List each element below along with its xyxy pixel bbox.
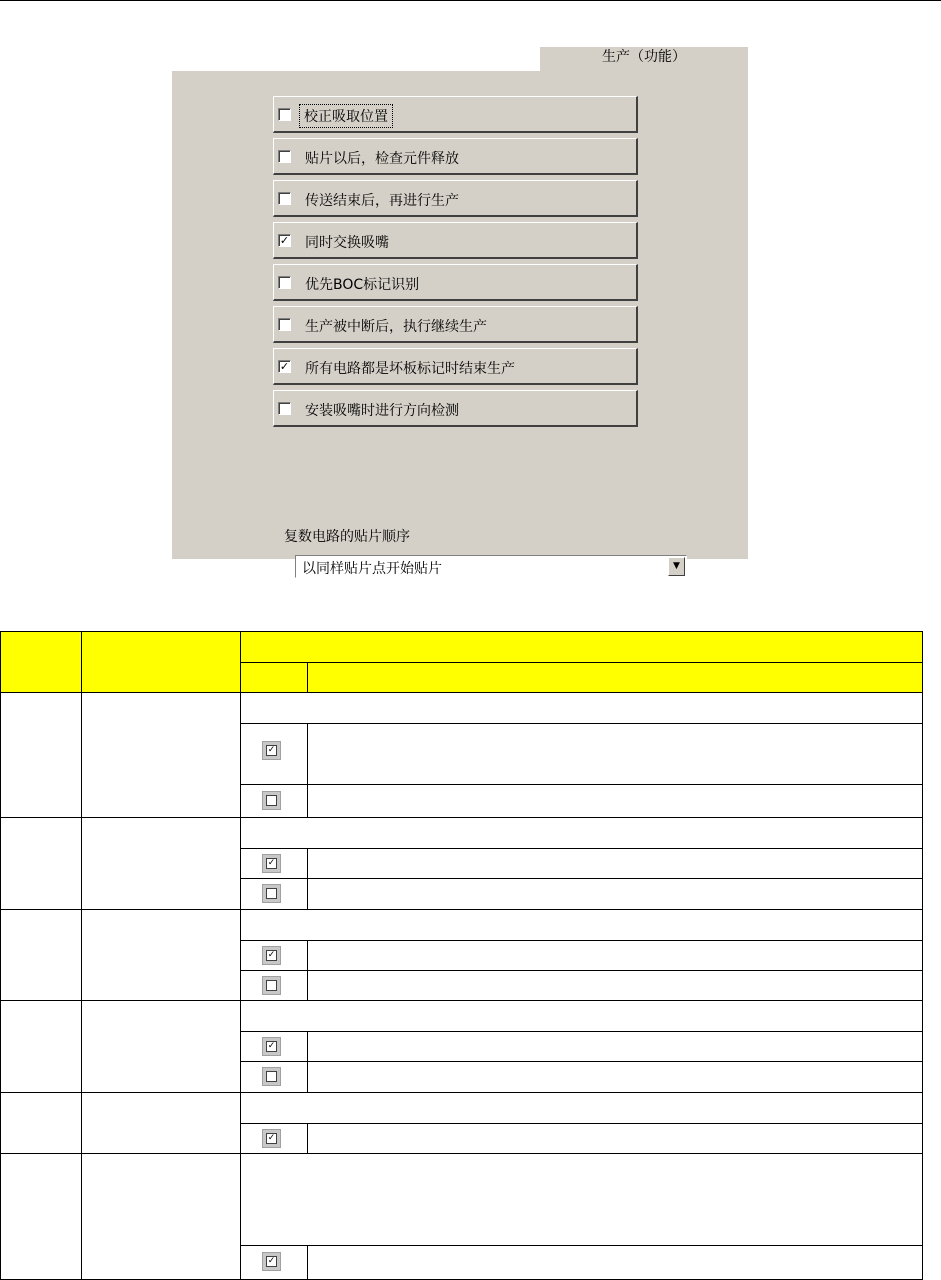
placement-order-value: 以同样贴片点开始贴片 xyxy=(302,561,442,577)
option-check-component-release[interactable] xyxy=(273,138,638,175)
table-cell xyxy=(240,1092,923,1124)
table-cell xyxy=(81,1153,241,1280)
table-cell xyxy=(307,878,923,910)
table-cell xyxy=(307,723,923,785)
checkbox[interactable] xyxy=(278,276,291,289)
checkbox-unchecked-icon xyxy=(262,976,281,995)
option-end-when-all-bad-marks[interactable] xyxy=(273,348,638,385)
table-cell xyxy=(307,1123,923,1154)
checkbox-checked-icon: ✓ xyxy=(262,741,281,760)
table-cell xyxy=(240,1123,308,1154)
table-cell xyxy=(240,940,308,971)
table-cell xyxy=(240,817,923,849)
header-cell xyxy=(0,631,82,693)
checkbox[interactable] xyxy=(278,318,291,331)
checkbox-unchecked-icon xyxy=(262,791,281,810)
option-correct-pickup-position[interactable] xyxy=(273,96,638,133)
option-label: 同时交换吸嘴 xyxy=(305,235,389,251)
table-cell xyxy=(0,1153,82,1280)
table-cell xyxy=(0,1000,82,1093)
option-simultaneous-nozzle-change[interactable] xyxy=(273,222,638,259)
option-boc-mark-priority[interactable] xyxy=(273,264,638,301)
table-cell xyxy=(307,848,923,879)
checkbox-checked[interactable]: ✓ xyxy=(279,360,290,373)
checkbox[interactable] xyxy=(278,150,291,163)
checkbox-checked-icon: ✓ xyxy=(262,1037,281,1056)
table-cell xyxy=(307,784,923,818)
settings-table xyxy=(0,631,941,1280)
option-label: 优先BOC标记识别 xyxy=(305,277,420,293)
option-label: 校正吸取位置 xyxy=(299,104,393,128)
table-cell xyxy=(81,1092,241,1154)
chevron-down-icon[interactable]: ▼ xyxy=(668,557,685,576)
table-cell xyxy=(81,692,241,818)
option-label: 所有电路都是坏板标记时结束生产 xyxy=(305,361,515,377)
table-cell xyxy=(240,1061,308,1093)
option-continue-after-interrupt[interactable] xyxy=(273,306,638,343)
checkbox-unchecked-icon xyxy=(262,1067,281,1086)
table-cell xyxy=(240,723,308,785)
checkbox-checked-icon: ✓ xyxy=(262,946,281,965)
table-cell xyxy=(81,1000,241,1093)
checkbox[interactable] xyxy=(278,402,291,415)
table-cell xyxy=(307,970,923,1001)
table-cell xyxy=(0,692,82,818)
checkbox-checked-icon: ✓ xyxy=(262,854,281,873)
option-label: 安装吸嘴时进行方向检测 xyxy=(305,403,459,419)
checkbox-checked[interactable]: ✓ xyxy=(279,234,290,247)
option-label: 生产被中断后，执行继续生产 xyxy=(305,319,487,335)
header-cell xyxy=(307,662,923,693)
option-label: 贴片以后，检查元件释放 xyxy=(305,151,459,167)
table-cell xyxy=(307,1061,923,1093)
checkbox[interactable] xyxy=(278,192,291,205)
checkbox-unchecked-icon xyxy=(262,884,281,903)
table-cell xyxy=(0,1092,82,1154)
table-cell xyxy=(240,1000,923,1032)
table-cell xyxy=(240,848,308,879)
table-cell xyxy=(240,878,308,910)
table-cell xyxy=(81,817,241,910)
option-nozzle-direction-check[interactable] xyxy=(273,390,638,427)
table-cell xyxy=(307,1031,923,1062)
checkbox[interactable] xyxy=(278,108,291,121)
header-cell xyxy=(81,631,241,693)
table-cell xyxy=(307,1245,923,1280)
header-cell xyxy=(240,631,923,663)
table-cell xyxy=(240,784,308,818)
production-settings-dialog xyxy=(172,47,748,577)
placement-order-label: 复数电路的贴片顺序 xyxy=(284,529,410,545)
table-cell xyxy=(81,909,241,1001)
table-cell xyxy=(240,1245,308,1280)
table-cell xyxy=(0,817,82,910)
table-cell xyxy=(240,970,308,1001)
options-panel xyxy=(172,71,748,577)
checkbox-checked-icon: ✓ xyxy=(262,1129,281,1148)
table-cell xyxy=(240,1153,923,1246)
table-cell xyxy=(0,909,82,1001)
checkbox-checked-icon: ✓ xyxy=(262,1252,281,1271)
option-label: 传送结束后，再进行生产 xyxy=(305,193,459,209)
table-cell xyxy=(307,940,923,971)
table-cell xyxy=(240,1031,308,1062)
table-cell xyxy=(240,692,923,724)
placement-order-select[interactable] xyxy=(295,555,687,578)
option-produce-after-transfer[interactable] xyxy=(273,180,638,217)
table-cell xyxy=(240,909,923,941)
header-cell xyxy=(240,662,308,693)
tab-production-function[interactable]: 生产（功能） xyxy=(540,47,748,71)
top-rule xyxy=(0,0,941,1)
